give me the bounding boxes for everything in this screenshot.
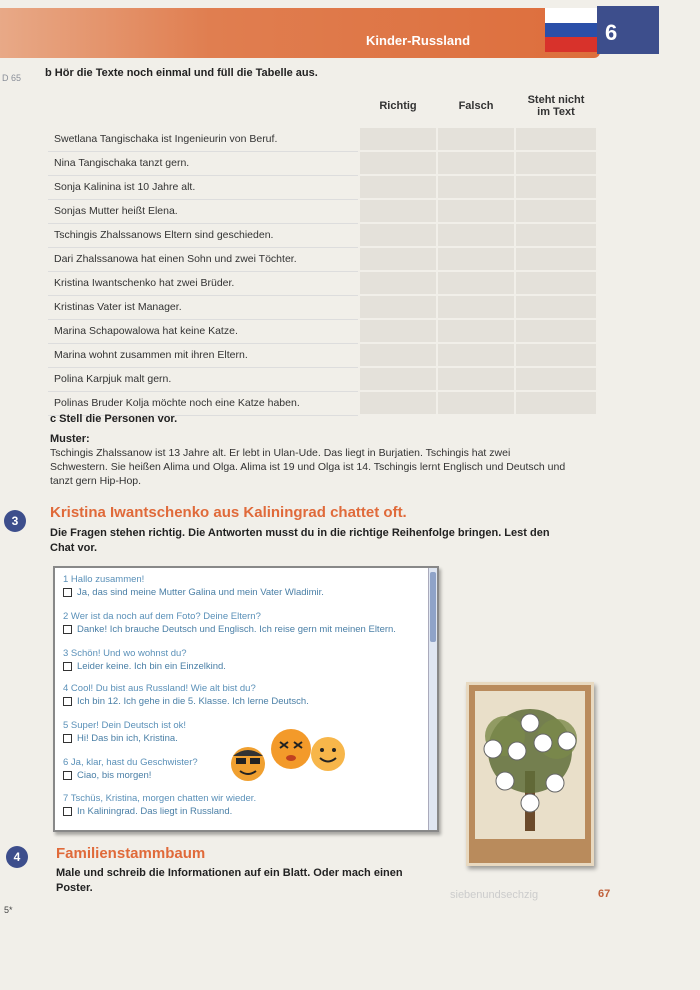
table-row	[48, 247, 597, 271]
chapter-number: 6	[597, 6, 659, 54]
table-row	[48, 271, 597, 295]
answer-cell-steht-nicht[interactable]	[515, 391, 597, 415]
chat-item	[63, 793, 256, 817]
answer-cell-richtig[interactable]	[359, 343, 437, 367]
chat-question: 5 Super! Dein Deutsch ist ok!	[63, 720, 187, 731]
smiling-emoji-icon	[310, 736, 346, 772]
answer-cell-steht-nicht[interactable]	[515, 319, 597, 343]
answer-checkbox[interactable]	[63, 588, 72, 597]
corner-mark: 5*	[4, 905, 13, 915]
chat-answer-text: Ciao, bis morgen!	[77, 770, 152, 781]
table-row	[48, 175, 597, 199]
task-c-heading: c Stell die Personen vor.	[50, 413, 178, 425]
answer-cell-steht-nicht[interactable]	[515, 127, 597, 151]
table-row	[48, 343, 597, 367]
chat-answer	[63, 733, 186, 744]
chat-answer-text: Ja, das sind meine Mutter Galina und mein Vater Wladimir.	[77, 587, 324, 598]
table-row	[48, 223, 597, 247]
answer-cell-falsch[interactable]	[437, 247, 515, 271]
chat-answer	[63, 696, 309, 707]
answer-cell-steht-nicht[interactable]	[515, 223, 597, 247]
table-row	[48, 295, 597, 319]
statement-cell: Nina Tangischaka tanzt gern.	[48, 151, 359, 175]
muster-text: Tschingis Zhalssanow ist 13 Jahre alt. Er lebt in Ulan-Ude. Das liegt in Burjatien. Tschingis hat zwei Schwestern. Sie heißen Alima und Olga. Alima ist 19 und Olga ist 14. Tschingis lernt Englisch und Deutsch und tanzt gern Hip-Hop.	[50, 447, 566, 487]
answer-checkbox[interactable]	[63, 662, 72, 671]
answer-cell-falsch[interactable]	[437, 391, 515, 415]
answer-cell-richtig[interactable]	[359, 247, 437, 271]
section-number-4: 4	[6, 846, 28, 868]
family-tree-picture	[466, 682, 594, 866]
dizzy-emoji-icon	[270, 728, 312, 770]
chat-item	[63, 611, 396, 635]
answer-cell-falsch[interactable]	[437, 199, 515, 223]
table-row	[48, 199, 597, 223]
answer-cell-falsch[interactable]	[437, 343, 515, 367]
chat-answer-text: Danke! Ich brauche Deutsch und Englisch. Ich reise gern mit meinen Eltern.	[77, 624, 396, 635]
answer-cell-falsch[interactable]	[437, 127, 515, 151]
chat-answer-text: Ich bin 12. Ich gehe in die 5. Klasse. Ich lerne Deutsch.	[77, 696, 309, 707]
chat-item	[63, 648, 226, 672]
statement-cell: Tschingis Zhalssanows Eltern sind geschieden.	[48, 223, 359, 247]
answer-cell-falsch[interactable]	[437, 175, 515, 199]
column-header-richtig: Richtig	[379, 100, 417, 112]
muster-label: Muster:	[50, 433, 90, 445]
statement-cell: Kristinas Vater ist Manager.	[48, 295, 359, 319]
answer-cell-steht-nicht[interactable]	[515, 271, 597, 295]
answer-cell-falsch[interactable]	[437, 367, 515, 391]
statement-cell: Sonjas Mutter heißt Elena.	[48, 199, 359, 223]
answer-cell-richtig[interactable]	[359, 271, 437, 295]
answer-checkbox[interactable]	[63, 734, 72, 743]
column-header-falsch: Falsch	[458, 100, 494, 112]
family-tree-icon	[475, 691, 585, 839]
russian-flag-icon	[545, 8, 597, 52]
chat-question: 3 Schön! Und wo wohnst du?	[63, 648, 187, 659]
chat-question: 1 Hallo zusammen!	[63, 574, 145, 585]
statement-cell: Polina Karpjuk malt gern.	[48, 367, 359, 391]
chat-item	[63, 720, 186, 744]
answer-checkbox[interactable]	[63, 771, 72, 780]
answer-cell-richtig[interactable]	[359, 151, 437, 175]
answer-cell-falsch[interactable]	[437, 151, 515, 175]
chat-answer	[63, 806, 256, 817]
answer-cell-richtig[interactable]	[359, 223, 437, 247]
table-row	[48, 127, 597, 151]
answer-cell-richtig[interactable]	[359, 199, 437, 223]
answer-cell-richtig[interactable]	[359, 367, 437, 391]
chat-answer-text: Hi! Das bin ich, Kristina.	[77, 733, 178, 744]
answer-checkbox[interactable]	[63, 697, 72, 706]
answer-cell-steht-nicht[interactable]	[515, 199, 597, 223]
chat-item	[63, 757, 198, 781]
answer-cell-richtig[interactable]	[359, 391, 437, 415]
true-false-table	[48, 86, 598, 416]
header-band	[0, 8, 600, 58]
table-row	[48, 367, 597, 391]
chat-question: 6 Ja, klar, hast du Geschwister?	[63, 757, 198, 768]
chat-question: 7 Tschüs, Kristina, morgen chatten wir wieder.	[63, 793, 257, 804]
answer-cell-steht-nicht[interactable]	[515, 247, 597, 271]
section-4-instruction: Male und schreib die Informationen auf ein Blatt. Oder mach einen Poster.	[56, 867, 403, 894]
statement-cell: Swetlana Tangischaka ist Ingenieurin von Beruf.	[48, 127, 359, 151]
header-title: Kinder-Russland	[366, 33, 471, 48]
audio-track-ref: D 65	[2, 73, 22, 83]
section-3-title: Kristina Iwantschenko aus Kaliningrad chattet oft.	[50, 504, 407, 521]
page-number-word: siebenundsechzig	[450, 889, 539, 901]
statement-cell: Dari Zhalssanowa hat einen Sohn und zwei Töchter.	[48, 247, 359, 271]
answer-cell-falsch[interactable]	[437, 319, 515, 343]
chat-answer	[63, 587, 324, 598]
table-header-statement	[48, 86, 359, 127]
answer-cell-falsch[interactable]	[437, 295, 515, 319]
chat-answer-text: Leider keine. Ich bin ein Einzelkind.	[77, 661, 226, 672]
table-row	[48, 391, 597, 415]
statement-cell: Marina Schapowalowa hat keine Katze.	[48, 319, 359, 343]
answer-cell-richtig[interactable]	[359, 295, 437, 319]
answer-cell-steht-nicht[interactable]	[515, 367, 597, 391]
chat-question: 4 Cool! Du bist aus Russland! Wie alt bist du?	[63, 683, 256, 694]
section-3-instruction: Die Fragen stehen richtig. Die Antworten musst du in die richtige Reihenfolge bringen. Lest den Chat vor.	[50, 527, 550, 554]
answer-cell-steht-nicht[interactable]	[515, 295, 597, 319]
page-number: 67	[598, 888, 611, 900]
answer-cell-steht-nicht[interactable]	[515, 151, 597, 175]
answer-cell-richtig[interactable]	[359, 127, 437, 151]
task-b-heading: b Hör die Texte noch einmal und füll die Tabelle aus.	[45, 67, 318, 79]
table-row	[48, 319, 597, 343]
chat-item	[63, 574, 324, 598]
answer-cell-richtig[interactable]	[359, 175, 437, 199]
chat-scrollbar[interactable]	[428, 568, 437, 830]
chat-question: 2 Wer ist da noch auf dem Foto? Deine Eltern?	[63, 611, 261, 622]
chat-item	[63, 683, 309, 707]
chat-answer	[63, 661, 226, 672]
table-row	[48, 151, 597, 175]
sunglasses-emoji-icon	[230, 746, 266, 782]
answer-cell-steht-nicht[interactable]	[515, 175, 597, 199]
chat-answer-text: In Kaliningrad. Das liegt in Russland.	[77, 806, 233, 817]
statement-cell: Kristina Iwantschenko hat zwei Brüder.	[48, 271, 359, 295]
section-4-title: Familienstammbaum	[56, 845, 206, 862]
answer-cell-falsch[interactable]	[437, 271, 515, 295]
answer-cell-falsch[interactable]	[437, 223, 515, 247]
statement-cell: Marina wohnt zusammen mit ihren Eltern.	[48, 343, 359, 367]
answer-checkbox[interactable]	[63, 625, 72, 634]
statement-cell: Polinas Bruder Kolja möchte noch eine Katze haben.	[48, 391, 359, 415]
section-number-3: 3	[4, 510, 26, 532]
column-header-steht-nicht: Steht nicht im Text	[527, 94, 585, 118]
scroll-thumb[interactable]	[430, 572, 436, 642]
chat-window	[53, 566, 439, 832]
chat-answer	[63, 624, 396, 635]
answer-cell-richtig[interactable]	[359, 319, 437, 343]
answer-checkbox[interactable]	[63, 807, 72, 816]
statement-cell: Sonja Kalinina ist 10 Jahre alt.	[48, 175, 359, 199]
answer-cell-steht-nicht[interactable]	[515, 343, 597, 367]
chat-answer	[63, 770, 198, 781]
